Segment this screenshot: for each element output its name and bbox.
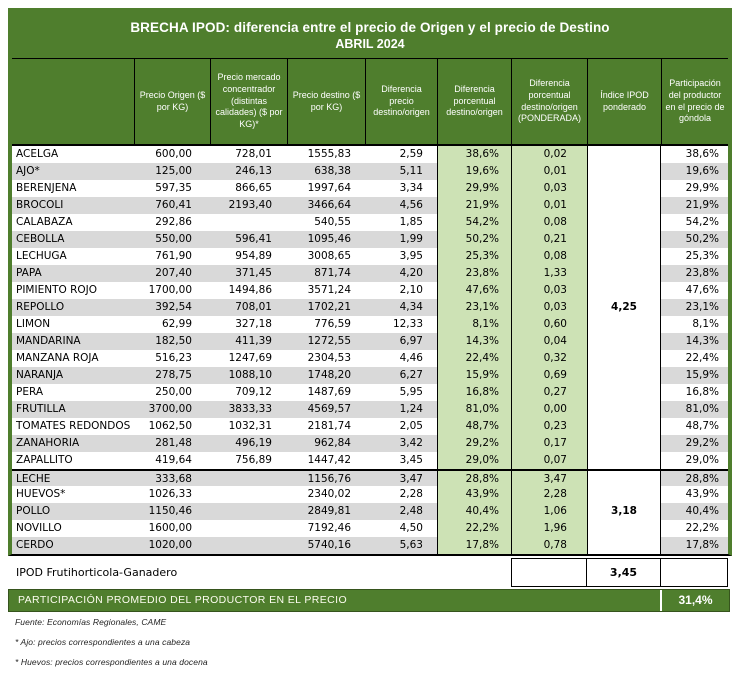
value-cell: 25,3% xyxy=(437,248,511,265)
value-cell: 22,4% xyxy=(661,350,728,367)
column-header-7: Índice IPOD ponderado xyxy=(587,59,661,144)
table-row-cebolla xyxy=(12,231,728,248)
participation-banner-value: 31,4% xyxy=(678,593,713,607)
column-header-0 xyxy=(12,59,134,144)
value-cell: 3,42 xyxy=(365,435,437,452)
column-header-5: Diferencia porcentual destino/origen xyxy=(437,59,511,144)
value-cell: 776,59 xyxy=(287,316,365,333)
table-row-zanahoria xyxy=(12,435,728,452)
value-cell: 3571,24 xyxy=(287,282,365,299)
value-cell: 0,02 xyxy=(511,146,587,163)
value-cell: 292,86 xyxy=(134,214,210,231)
footnotes xyxy=(15,617,208,677)
value-cell xyxy=(587,367,661,384)
value-cell: 48,7% xyxy=(661,418,728,435)
value-cell: 81,0% xyxy=(437,401,511,418)
table-title: BRECHA IPOD: diferencia entre el precio de Origen y el precio de Destino xyxy=(130,19,610,35)
value-cell: 21,9% xyxy=(661,197,728,214)
table-row-mandarina xyxy=(12,333,728,350)
value-cell: 5,95 xyxy=(365,384,437,401)
value-cell: 81,0% xyxy=(661,401,728,418)
value-cell: 550,00 xyxy=(134,231,210,248)
value-cell: 1555,83 xyxy=(287,146,365,163)
value-cell: 22,2% xyxy=(437,520,511,537)
value-cell: 19,6% xyxy=(437,163,511,180)
value-cell: 23,8% xyxy=(437,265,511,282)
value-cell: 6,27 xyxy=(365,367,437,384)
value-cell xyxy=(210,503,287,520)
value-cell: 246,13 xyxy=(210,163,287,180)
value-cell: 1494,86 xyxy=(210,282,287,299)
value-cell: 19,6% xyxy=(661,163,728,180)
value-cell: 43,9% xyxy=(661,486,728,503)
product-name: TOMATES REDONDOS xyxy=(12,418,134,435)
product-name: LECHUGA xyxy=(12,248,134,265)
value-cell xyxy=(587,486,661,503)
product-name: CERDO xyxy=(12,537,134,554)
value-cell: 333,68 xyxy=(134,469,210,486)
value-cell: 29,2% xyxy=(661,435,728,452)
value-cell: 28,8% xyxy=(661,469,728,486)
value-cell: 23,1% xyxy=(437,299,511,316)
value-cell xyxy=(587,401,661,418)
value-cell: 0,78 xyxy=(511,537,587,554)
value-cell: 17,8% xyxy=(661,537,728,554)
value-cell: 1247,69 xyxy=(210,350,287,367)
value-cell: 728,01 xyxy=(210,146,287,163)
value-cell: 2,28 xyxy=(365,486,437,503)
value-cell xyxy=(587,452,661,469)
value-cell: 4,46 xyxy=(365,350,437,367)
value-cell xyxy=(587,214,661,231)
value-cell: 48,7% xyxy=(437,418,511,435)
table-row-pollo xyxy=(12,503,728,520)
table-row-acelga xyxy=(12,146,728,163)
product-name: CALABAZA xyxy=(12,214,134,231)
value-cell: 6,97 xyxy=(365,333,437,350)
product-name: BROCOLI xyxy=(12,197,134,214)
value-cell: 756,89 xyxy=(210,452,287,469)
table-row-repollo xyxy=(12,299,728,316)
value-cell: 3833,33 xyxy=(210,401,287,418)
table-body xyxy=(12,146,728,554)
value-cell: 29,9% xyxy=(437,180,511,197)
value-cell xyxy=(587,384,661,401)
value-cell: 496,19 xyxy=(210,435,287,452)
table-row-papa xyxy=(12,265,728,282)
value-cell: 62,99 xyxy=(134,316,210,333)
value-cell: 1020,00 xyxy=(134,537,210,554)
value-cell: 1,24 xyxy=(365,401,437,418)
value-cell: 3,45 xyxy=(365,452,437,469)
product-name: LECHE xyxy=(12,469,134,486)
product-name: POLLO xyxy=(12,503,134,520)
value-cell: 12,33 xyxy=(365,316,437,333)
value-cell: 54,2% xyxy=(661,214,728,231)
value-cell: 1,06 xyxy=(511,503,587,520)
value-cell: 2181,74 xyxy=(287,418,365,435)
value-cell: 1447,42 xyxy=(287,452,365,469)
value-cell xyxy=(587,231,661,248)
value-cell: 2,05 xyxy=(365,418,437,435)
footnote-source: Fuente: Economías Regionales, CAME xyxy=(15,617,167,627)
value-cell: 1026,33 xyxy=(134,486,210,503)
value-cell: 2,48 xyxy=(365,503,437,520)
table-row-frutilla xyxy=(12,401,728,418)
value-cell: 7192,46 xyxy=(287,520,365,537)
product-name: BERENJENA xyxy=(12,180,134,197)
value-cell: 708,01 xyxy=(210,299,287,316)
product-name: REPOLLO xyxy=(12,299,134,316)
value-cell: 4569,57 xyxy=(287,401,365,418)
value-cell: 250,00 xyxy=(134,384,210,401)
value-cell: 371,45 xyxy=(210,265,287,282)
value-cell: 3466,64 xyxy=(287,197,365,214)
ipod-summary-empty-ponderada xyxy=(511,558,587,587)
value-cell: 761,90 xyxy=(134,248,210,265)
column-header-6: Diferencia porcentual destino/origen (PONDERADA) xyxy=(511,59,587,144)
value-cell: 3,18 xyxy=(587,503,661,520)
value-cell: 29,0% xyxy=(661,452,728,469)
value-cell: 2,59 xyxy=(365,146,437,163)
value-cell: 1088,10 xyxy=(210,367,287,384)
value-cell xyxy=(587,435,661,452)
product-name: AJO* xyxy=(12,163,134,180)
product-name: PAPA xyxy=(12,265,134,282)
value-cell: 38,6% xyxy=(661,146,728,163)
value-cell: 0,01 xyxy=(511,197,587,214)
footnote-huevos: * Huevos: precios correspondientes a una docena xyxy=(15,657,208,667)
value-cell xyxy=(587,180,661,197)
table-header-row xyxy=(12,59,728,146)
value-cell: 281,48 xyxy=(134,435,210,452)
value-cell: 29,2% xyxy=(437,435,511,452)
value-cell: 1272,55 xyxy=(287,333,365,350)
value-cell: 2849,81 xyxy=(287,503,365,520)
value-cell xyxy=(587,316,661,333)
value-cell xyxy=(587,469,661,486)
value-cell: 3008,65 xyxy=(287,248,365,265)
product-name: ACELGA xyxy=(12,146,134,163)
table-row-leche xyxy=(12,469,728,486)
value-cell: 16,8% xyxy=(661,384,728,401)
value-cell: 3,47 xyxy=(511,469,587,486)
value-cell: 8,1% xyxy=(661,316,728,333)
value-cell: 0,17 xyxy=(511,435,587,452)
value-cell: 1,96 xyxy=(511,520,587,537)
value-cell: 1748,20 xyxy=(287,367,365,384)
value-cell: 0,04 xyxy=(511,333,587,350)
column-header-3: Precio destino ($ por KG) xyxy=(287,59,365,144)
value-cell: 3700,00 xyxy=(134,401,210,418)
value-cell xyxy=(587,282,661,299)
value-cell: 2,28 xyxy=(511,486,587,503)
product-name: MANZANA ROJA xyxy=(12,350,134,367)
value-cell xyxy=(210,520,287,537)
value-cell: 40,4% xyxy=(437,503,511,520)
value-cell: 54,2% xyxy=(437,214,511,231)
value-cell: 15,9% xyxy=(437,367,511,384)
value-cell: 2304,53 xyxy=(287,350,365,367)
product-name: MANDARINA xyxy=(12,333,134,350)
value-cell: 29,9% xyxy=(661,180,728,197)
value-cell: 5740,16 xyxy=(287,537,365,554)
value-cell: 1156,76 xyxy=(287,469,365,486)
value-cell: 0,23 xyxy=(511,418,587,435)
value-cell xyxy=(210,214,287,231)
value-cell: 0,03 xyxy=(511,282,587,299)
product-name: LIMON xyxy=(12,316,134,333)
table-row-ajo- xyxy=(12,163,728,180)
value-cell: 0,07 xyxy=(511,452,587,469)
value-cell: 207,40 xyxy=(134,265,210,282)
value-cell: 2340,02 xyxy=(287,486,365,503)
value-cell: 327,18 xyxy=(210,316,287,333)
value-cell: 3,47 xyxy=(365,469,437,486)
table-row-zapallito xyxy=(12,452,728,469)
column-header-1: Precio Origen ($ por KG) xyxy=(134,59,210,144)
value-cell: 23,8% xyxy=(661,265,728,282)
value-cell: 125,00 xyxy=(134,163,210,180)
value-cell: 3,95 xyxy=(365,248,437,265)
value-cell: 0,27 xyxy=(511,384,587,401)
value-cell: 411,39 xyxy=(210,333,287,350)
value-cell: 419,64 xyxy=(134,452,210,469)
value-cell: 709,12 xyxy=(210,384,287,401)
value-cell xyxy=(587,248,661,265)
value-cell: 15,9% xyxy=(661,367,728,384)
value-cell: 392,54 xyxy=(134,299,210,316)
value-cell: 29,0% xyxy=(437,452,511,469)
value-cell xyxy=(587,333,661,350)
value-cell xyxy=(587,537,661,554)
product-name: PIMIENTO ROJO xyxy=(12,282,134,299)
value-cell: 14,3% xyxy=(437,333,511,350)
value-cell: 1702,21 xyxy=(287,299,365,316)
value-cell: 14,3% xyxy=(661,333,728,350)
column-header-8: Participación del productor en el precio de góndola xyxy=(661,59,728,144)
ipod-summary-label: IPOD Frutihorticola-Ganadero xyxy=(16,566,178,579)
product-name: CEBOLLA xyxy=(12,231,134,248)
value-cell: 962,84 xyxy=(287,435,365,452)
value-cell: 4,25 xyxy=(587,299,661,316)
product-name: HUEVOS* xyxy=(12,486,134,503)
value-cell xyxy=(587,520,661,537)
value-cell: 28,8% xyxy=(437,469,511,486)
table-row-pimiento-rojo xyxy=(12,282,728,299)
ipod-summary-empty-participacion xyxy=(661,558,728,587)
value-cell: 1,99 xyxy=(365,231,437,248)
value-cell: 182,50 xyxy=(134,333,210,350)
value-cell: 871,74 xyxy=(287,265,365,282)
value-cell: 1095,46 xyxy=(287,231,365,248)
ipod-table xyxy=(8,8,732,556)
value-cell xyxy=(210,469,287,486)
value-cell xyxy=(210,486,287,503)
value-cell xyxy=(587,265,661,282)
value-cell: 1032,31 xyxy=(210,418,287,435)
value-cell: 1997,64 xyxy=(287,180,365,197)
value-cell: 3,34 xyxy=(365,180,437,197)
value-cell: 23,1% xyxy=(661,299,728,316)
value-cell: 1,33 xyxy=(511,265,587,282)
value-cell: 0,03 xyxy=(511,180,587,197)
value-cell xyxy=(587,350,661,367)
table-row-novillo xyxy=(12,520,728,537)
ipod-summary-value: 3,45 xyxy=(587,558,661,587)
value-cell: 0,00 xyxy=(511,401,587,418)
participation-banner xyxy=(8,589,730,612)
product-name: ZAPALLITO xyxy=(12,452,134,469)
table-row-pera xyxy=(12,384,728,401)
value-cell xyxy=(210,537,287,554)
value-cell: 4,34 xyxy=(365,299,437,316)
product-name: PERA xyxy=(12,384,134,401)
value-cell: 600,00 xyxy=(134,146,210,163)
value-cell: 866,65 xyxy=(210,180,287,197)
value-cell: 278,75 xyxy=(134,367,210,384)
table-row-huevos- xyxy=(12,486,728,503)
value-cell: 516,23 xyxy=(134,350,210,367)
value-cell: 38,6% xyxy=(437,146,511,163)
table-row-cerdo xyxy=(12,537,728,554)
table-subtitle-month: ABRIL 2024 xyxy=(335,36,405,51)
value-cell: 5,11 xyxy=(365,163,437,180)
value-cell: 47,6% xyxy=(437,282,511,299)
value-cell xyxy=(587,146,661,163)
value-cell xyxy=(587,197,661,214)
value-cell: 40,4% xyxy=(661,503,728,520)
table-row-limon xyxy=(12,316,728,333)
value-cell xyxy=(587,163,661,180)
table-row-tomates-redondos xyxy=(12,418,728,435)
value-cell: 8,1% xyxy=(437,316,511,333)
value-cell: 596,41 xyxy=(210,231,287,248)
value-cell: 22,2% xyxy=(661,520,728,537)
value-cell: 22,4% xyxy=(437,350,511,367)
value-cell: 0,03 xyxy=(511,299,587,316)
value-cell: 50,2% xyxy=(661,231,728,248)
table-title-bar xyxy=(12,12,728,59)
value-cell: 4,56 xyxy=(365,197,437,214)
table-row-berenjena xyxy=(12,180,728,197)
value-cell: 1700,00 xyxy=(134,282,210,299)
value-cell: 17,8% xyxy=(437,537,511,554)
value-cell: 0,60 xyxy=(511,316,587,333)
value-cell: 0,32 xyxy=(511,350,587,367)
value-cell: 21,9% xyxy=(437,197,511,214)
value-cell xyxy=(587,418,661,435)
value-cell: 760,41 xyxy=(134,197,210,214)
value-cell: 1062,50 xyxy=(134,418,210,435)
table-row-manzana-roja xyxy=(12,350,728,367)
footnote-ajo: * Ajo: precios correspondientes a una cabeza xyxy=(15,637,191,647)
table-row-lechuga xyxy=(12,248,728,265)
table-row-calabaza xyxy=(12,214,728,231)
value-cell: 638,38 xyxy=(287,163,365,180)
value-cell: 25,3% xyxy=(661,248,728,265)
column-header-2: Precio mercado concentrador (distintas calidades) ($ por KG)* xyxy=(210,59,287,144)
value-cell: 1150,46 xyxy=(134,503,210,520)
value-cell: 4,20 xyxy=(365,265,437,282)
table-row-brocoli xyxy=(12,197,728,214)
value-cell: 50,2% xyxy=(437,231,511,248)
product-name: NOVILLO xyxy=(12,520,134,537)
value-cell: 1600,00 xyxy=(134,520,210,537)
value-cell: 0,08 xyxy=(511,248,587,265)
value-cell: 1487,69 xyxy=(287,384,365,401)
value-cell: 1,85 xyxy=(365,214,437,231)
participation-banner-label: PARTICIPACIÓN PROMEDIO DEL PRODUCTOR EN EL PRECIO xyxy=(18,594,348,606)
value-cell: 5,63 xyxy=(365,537,437,554)
value-cell: 0,21 xyxy=(511,231,587,248)
value-cell: 43,9% xyxy=(437,486,511,503)
product-name: FRUTILLA xyxy=(12,401,134,418)
value-cell: 2,10 xyxy=(365,282,437,299)
value-cell: 0,08 xyxy=(511,214,587,231)
table-row-naranja xyxy=(12,367,728,384)
value-cell: 597,35 xyxy=(134,180,210,197)
value-cell: 0,01 xyxy=(511,163,587,180)
value-cell: 2193,40 xyxy=(210,197,287,214)
value-cell: 0,69 xyxy=(511,367,587,384)
value-cell: 47,6% xyxy=(661,282,728,299)
value-cell: 4,50 xyxy=(365,520,437,537)
value-cell: 954,89 xyxy=(210,248,287,265)
value-cell: 16,8% xyxy=(437,384,511,401)
value-cell: 540,55 xyxy=(287,214,365,231)
column-header-4: Diferencia precio destino/origen xyxy=(365,59,437,144)
product-name: NARANJA xyxy=(12,367,134,384)
product-name: ZANAHORIA xyxy=(12,435,134,452)
ipod-summary-row xyxy=(12,558,728,587)
